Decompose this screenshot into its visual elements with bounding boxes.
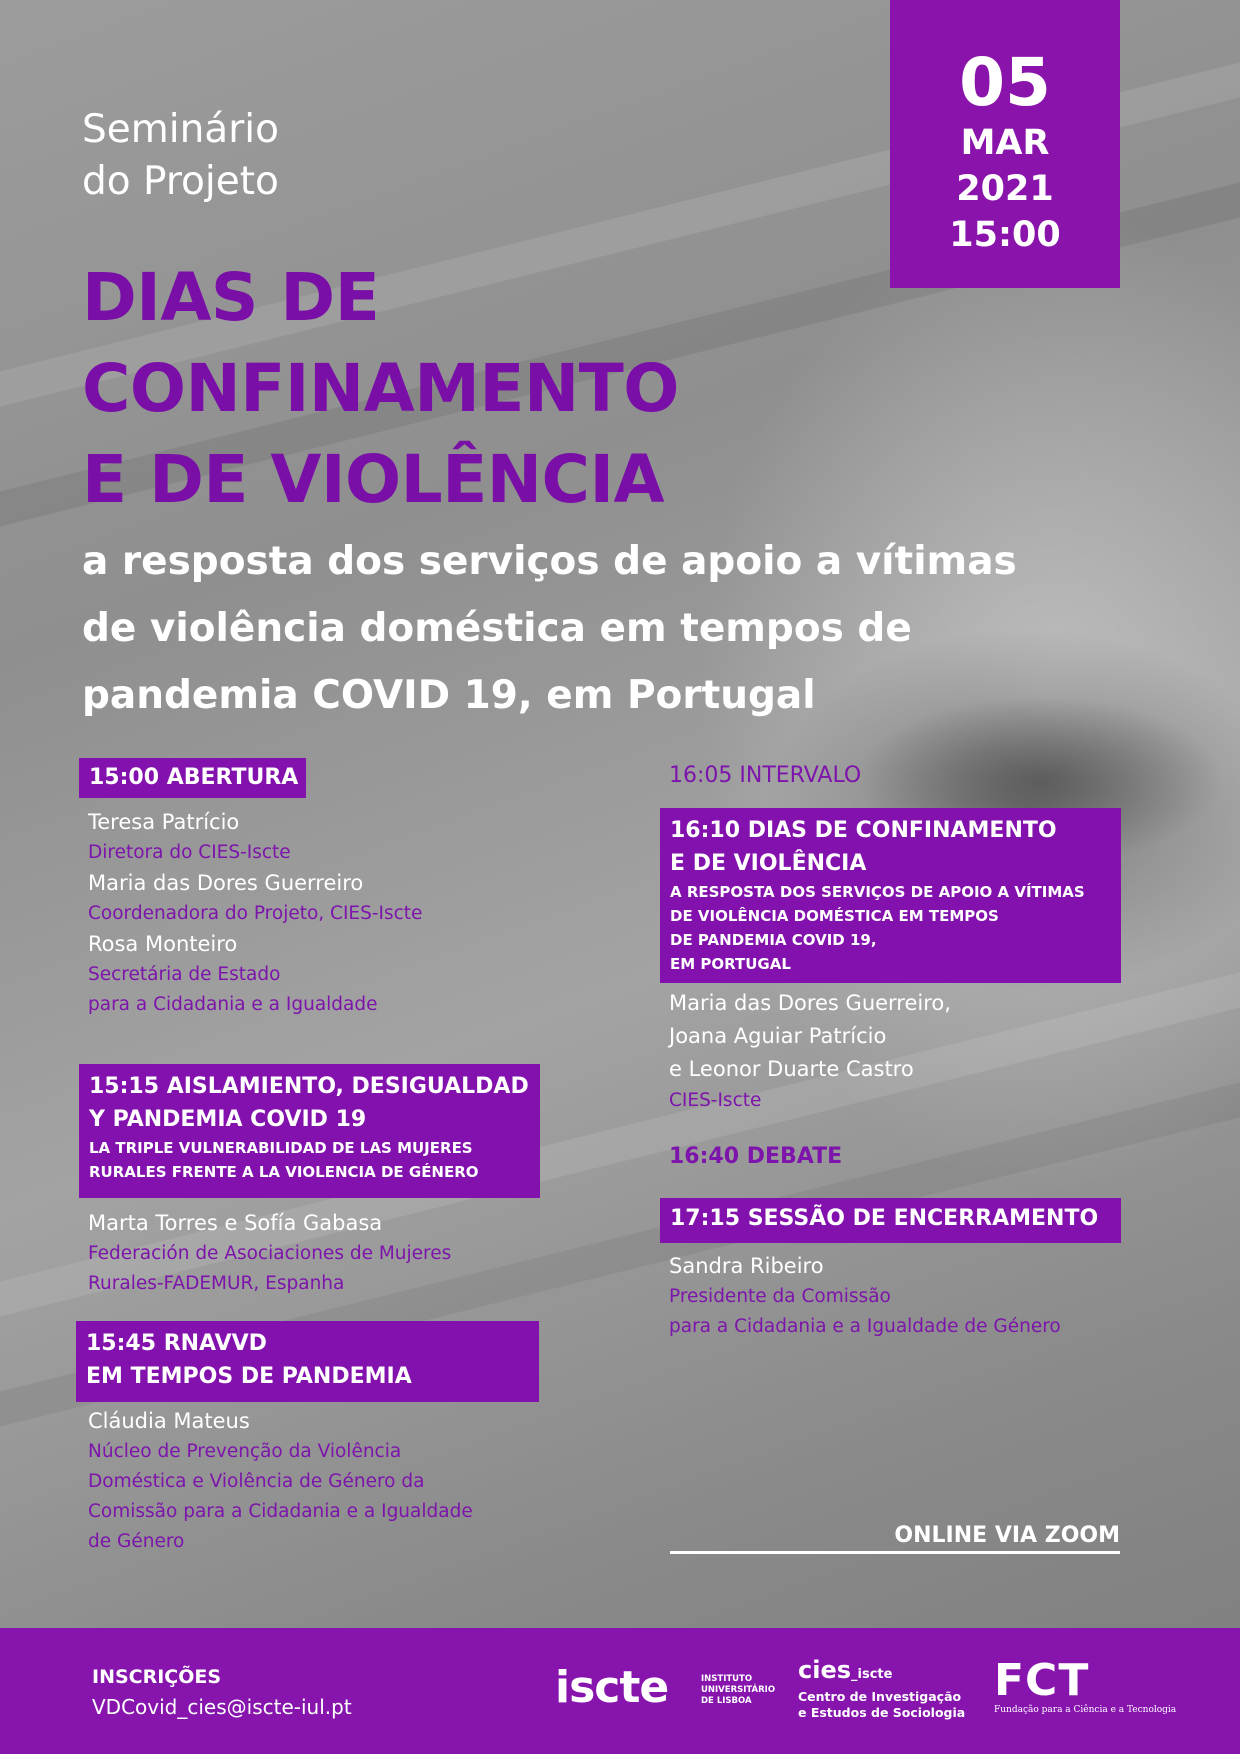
session-subtitle: RURALES FRENTE A LA VIOLENCIA DE GÉNERO <box>89 1163 479 1181</box>
speaker-name: Marta Torres e Sofía Gabasa <box>88 1211 383 1235</box>
speaker-role: Diretora do CIES-Iscte <box>88 842 291 863</box>
speaker-role: Secretária de Estado <box>88 964 281 985</box>
cies-logo-word <box>798 1656 965 1689</box>
subtitle-line: a resposta dos serviços de apoio a vítimas <box>82 539 1017 584</box>
speaker-role: de Género <box>88 1531 185 1552</box>
subtitle-line: de violência doméstica em tempos de <box>82 606 912 651</box>
session-subtitle: DE PANDEMIA COVID 19, <box>670 931 877 949</box>
date-month: MAR <box>960 123 1050 163</box>
session-title: 17:15 SESSÃO DE ENCERRAMENTO <box>670 1206 1099 1231</box>
title-line: CONFINAMENTO <box>82 350 679 427</box>
session-rnavvd-header <box>76 1321 539 1402</box>
speaker-role: para a Cidadania e a Igualdade de Género <box>669 1316 1061 1337</box>
session-rnavvd-speakers <box>88 1406 473 1557</box>
page-subtitle <box>82 528 1122 729</box>
fct-logo-word: FCT <box>994 1655 1090 1706</box>
session-title: 16:10 DIAS DE CONFINAMENTO <box>670 818 1057 843</box>
speaker-name: Cláudia Mateus <box>88 1409 250 1433</box>
session-encerramento-speakers <box>669 1251 1061 1342</box>
session-debate: 16:40 DEBATE <box>669 1144 843 1169</box>
session-title: 15:15 AISLAMIENTO, DESIGUALDAD <box>89 1074 529 1099</box>
subtitle-line: pandemia COVID 19, em Portugal <box>82 673 816 718</box>
session-subtitle: DE VIOLÊNCIA DOMÉSTICA EM TEMPOS <box>670 907 999 925</box>
registration-label: INSCRIÇÕES <box>92 1666 222 1688</box>
iscte-logo-line: DE LISBOA <box>701 1696 752 1706</box>
speaker-role: Rurales-FADEMUR, Espanha <box>88 1273 345 1294</box>
online-label: ONLINE VIA ZOOM <box>894 1523 1120 1548</box>
pre-title-line: Seminário <box>82 107 279 152</box>
fct-logo <box>994 1655 1177 1716</box>
speaker-role: Coordenadora do Projeto, CIES-Iscte <box>88 903 423 924</box>
session-abertura-speakers <box>88 807 422 1020</box>
session-title: EM TEMPOS DE PANDEMIA <box>86 1364 412 1389</box>
session-aislamiento-speakers <box>88 1208 451 1299</box>
speaker-role: Federación de Asociaciones de Mujeres <box>88 1243 452 1264</box>
pre-title-line: do Projeto <box>82 159 279 204</box>
speaker-name: Joana Aguiar Patrício <box>669 1024 887 1048</box>
date-box <box>890 0 1120 288</box>
speaker-role: para a Cidadania e a Igualdade <box>88 994 378 1015</box>
session-subtitle: LA TRIPLE VULNERABILIDAD DE LAS MUJERES <box>89 1139 473 1157</box>
online-underline <box>670 1551 1120 1554</box>
speaker-role: Núcleo de Prevenção da Violência <box>88 1441 402 1462</box>
session-title: Y PANDEMIA COVID 19 <box>89 1107 367 1132</box>
speaker-name: Teresa Patrício <box>88 810 240 834</box>
speaker-role: Doméstica e Violência de Género da <box>88 1471 425 1492</box>
title-line: DIAS DE <box>82 259 380 336</box>
session-aislamiento-header <box>79 1064 540 1198</box>
speaker-role: Presidente da Comissão <box>669 1286 891 1307</box>
date-time: 15:00 <box>949 215 1061 255</box>
fct-logo-line: Fundação para a Ciência e a Tecnologia <box>994 1705 1177 1715</box>
registration-info <box>92 1662 352 1722</box>
session-title: 15:00 ABERTURA <box>89 765 299 790</box>
session-intervalo: 16:05 INTERVALO <box>669 763 862 788</box>
page-title <box>82 252 679 525</box>
session-title: E DE VIOLÊNCIA <box>670 851 867 876</box>
session-subtitle: A RESPOSTA DOS SERVIÇOS DE APOIO A VÍTIMAS <box>670 883 1085 901</box>
cies-logo-line: e Estudos de Sociologia <box>798 1705 966 1720</box>
date-year: 2021 <box>956 169 1054 209</box>
registration-email[interactable]: VDCovid_cies@iscte-iul.pt <box>92 1695 352 1719</box>
session-encerramento-header <box>660 1198 1121 1243</box>
speaker-name: Maria das Dores Guerreiro <box>88 871 364 895</box>
iscte-logo-subtitle <box>701 1674 775 1707</box>
speaker-name: e Leonor Duarte Castro <box>669 1057 914 1081</box>
speaker-name: Sandra Ribeiro <box>669 1254 824 1278</box>
cies-logo-line: Centro de Investigação <box>798 1689 962 1704</box>
cies-logo <box>798 1656 965 1721</box>
speaker-name: Maria das Dores Guerreiro, <box>669 991 951 1015</box>
speaker-role: CIES-Iscte <box>669 1090 762 1111</box>
session-title: 15:45 RNAVVD <box>86 1331 267 1356</box>
session-abertura-header <box>79 758 306 798</box>
session-subtitle: EM PORTUGAL <box>670 955 791 973</box>
date-day: 05 <box>959 44 1051 121</box>
iscte-logo <box>555 1662 776 1713</box>
cies-logo-suffix: _iscte <box>851 1667 893 1682</box>
title-line: E DE VIOLÊNCIA <box>82 441 665 518</box>
iscte-logo-line: UNIVERSITÁRIO <box>701 1685 776 1695</box>
session-dias-speakers <box>669 987 951 1116</box>
iscte-logo-line: INSTITUTO <box>701 1674 753 1684</box>
speaker-name: Rosa Monteiro <box>88 932 238 956</box>
speaker-role: Comissão para a Cidadania e a Igualdade <box>88 1501 473 1522</box>
iscte-logo-word: iscte <box>555 1662 669 1713</box>
footer <box>0 1628 1240 1754</box>
cies-logo-main: cies <box>798 1656 852 1684</box>
session-dias-header <box>660 808 1121 983</box>
pre-title <box>82 104 279 208</box>
